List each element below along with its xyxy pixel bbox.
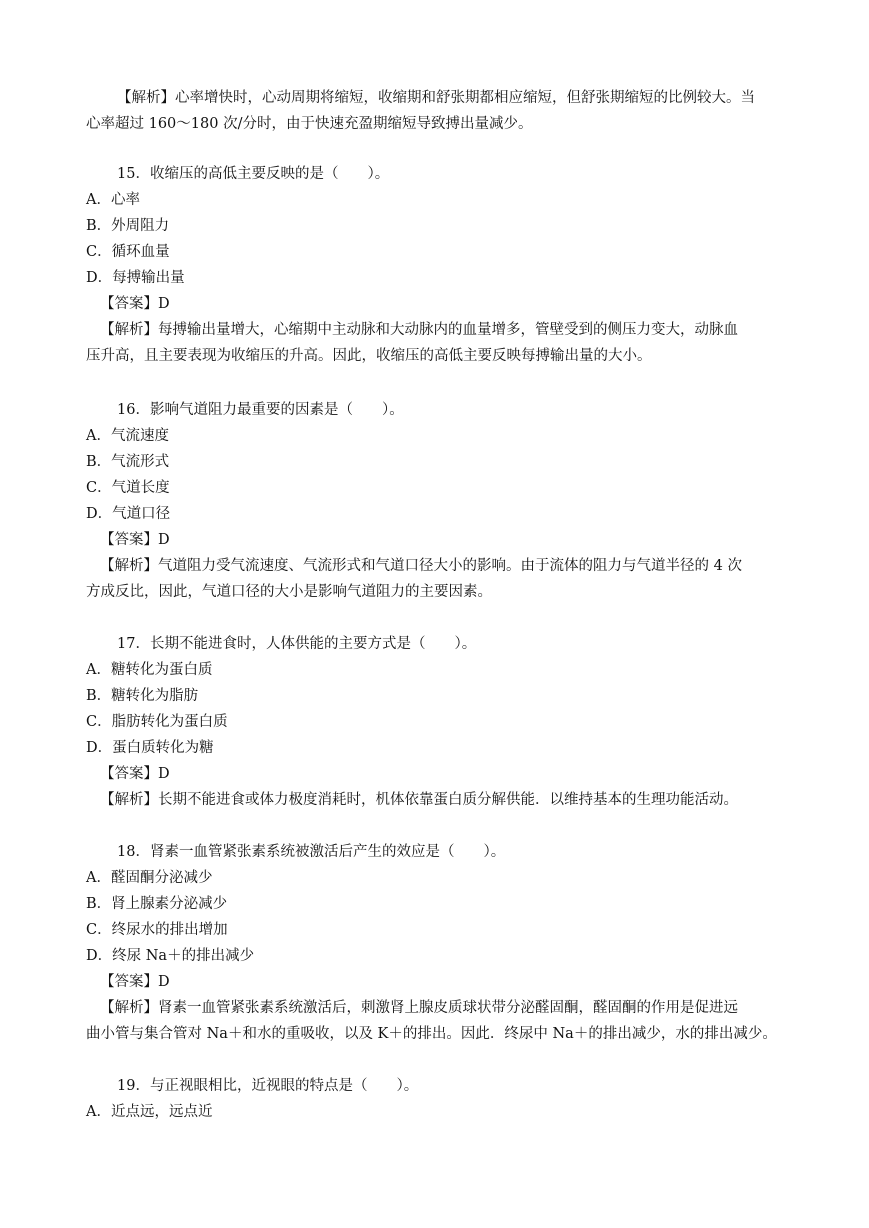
question-17-answer: 【答案】D — [100, 766, 170, 782]
question-18-option-a: A．醛固酮分泌减少 — [86, 870, 213, 886]
question-16-answer: 【答案】D — [100, 532, 170, 548]
question-15-explanation-line-1: 【解析】每搏输出量增大，心缩期中主动脉和大动脉内的血量增多，管壁受到的侧压力变大，动脉血 — [100, 322, 738, 338]
question-17-stem: 17．长期不能进食时，人体供能的主要方式是（ ）。 — [117, 636, 477, 652]
question-17-option-d: D．蛋白质转化为糖 — [86, 740, 214, 756]
question-15-answer: 【答案】D — [100, 296, 170, 312]
question-18-option-b: B．肾上腺素分泌减少 — [86, 896, 228, 912]
question-16-option-b: B．气流形式 — [86, 454, 170, 470]
question-16-option-d: D．气道口径 — [86, 506, 171, 522]
question-19-stem: 19．与正视眼相比，近视眼的特点是（ ）。 — [117, 1078, 419, 1094]
intro-explanation-line-2: 心率超过 160～180 次/分时，由于快速充盈期缩短导致搏出量减少。 — [86, 116, 533, 132]
question-15-option-d: D．每搏输出量 — [86, 270, 185, 286]
question-17-option-b: B．糖转化为脂肪 — [86, 688, 199, 704]
question-19-option-a: A．近点远，远点近 — [86, 1104, 213, 1120]
question-16-option-a: A．气流速度 — [86, 428, 169, 444]
question-15-stem: 15．收缩压的高低主要反映的是（ ）。 — [117, 166, 390, 182]
question-16-option-c: C．气道长度 — [86, 480, 170, 496]
intro-explanation-line-1: 【解析】心率增快时，心动周期将缩短，收缩期和舒张期都相应缩短，但舒张期缩短的比例较大。当 — [117, 90, 755, 106]
question-17-option-a: A．糖转化为蛋白质 — [86, 662, 213, 678]
question-15-option-c: C．循环血量 — [86, 244, 170, 260]
question-18-stem: 18．肾素一血管紧张素系统被激活后产生的效应是（ ）。 — [117, 844, 506, 860]
question-18-option-d: D．终尿 Na＋的排出减少 — [86, 948, 255, 964]
question-15-option-a: A．心率 — [86, 192, 140, 208]
question-17-option-c: C．脂肪转化为蛋白质 — [86, 714, 228, 730]
question-17-explanation-line-1: 【解析】长期不能进食或体力极度消耗时，机体依靠蛋白质分解供能．以维持基本的生理功能活动。 — [100, 792, 738, 808]
question-18-option-c: C．终尿水的排出增加 — [86, 922, 228, 938]
question-18-explanation-line-2: 曲小管与集合管对 Na＋和水的重吸收，以及 K＋的排出。因此．终尿中 Na＋的排出减少，水的排出减少。 — [86, 1026, 777, 1042]
question-16-explanation-line-2: 方成反比，因此，气道口径的大小是影响气道阻力的主要因素。 — [86, 584, 492, 600]
question-16-stem: 16．影响气道阻力最重要的因素是（ ）。 — [117, 402, 404, 418]
question-15-explanation-line-2: 压升高，且主要表现为收缩压的升高。因此，收缩压的高低主要反映每搏输出量的大小。 — [86, 348, 652, 364]
question-18-explanation-line-1: 【解析】肾素一血管紧张素系统激活后，刺激肾上腺皮质球状带分泌醛固酮，醛固酮的作用是促进远 — [100, 1000, 738, 1016]
question-15-option-b: B．外周阻力 — [86, 218, 170, 234]
explanation-label: 【解析】 — [100, 1000, 158, 1016]
explanation-label: 【解析】 — [100, 322, 158, 338]
explanation-label: 【解析】 — [117, 90, 175, 106]
explanation-label: 【解析】 — [100, 558, 158, 574]
question-18-answer: 【答案】D — [100, 974, 170, 990]
question-16-explanation-line-1: 【解析】气道阻力受气流速度、气流形式和气道口径大小的影响。由于流体的阻力与气道半径的 4 次 — [100, 558, 742, 574]
explanation-label: 【解析】 — [100, 792, 158, 808]
